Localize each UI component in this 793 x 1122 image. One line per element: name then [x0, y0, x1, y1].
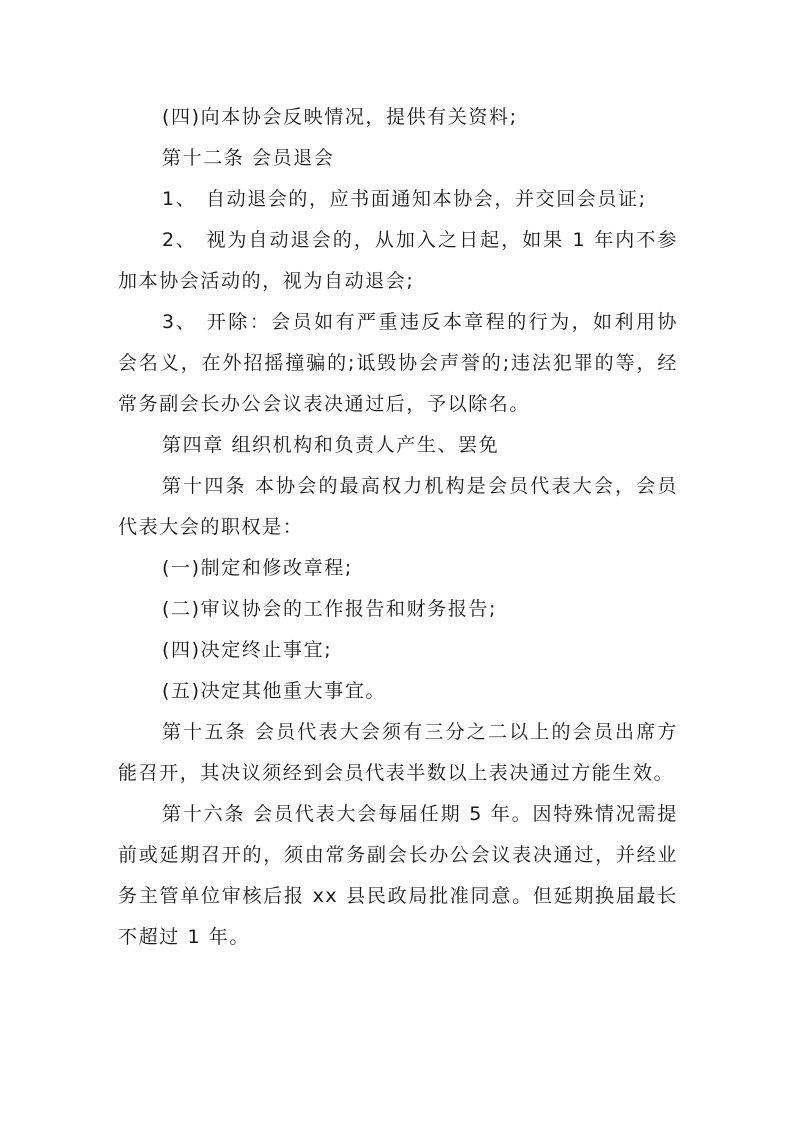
- numbered-item: [118, 302, 678, 425]
- list-item: (五)决定其他重大事宜。: [162, 680, 387, 702]
- item-number: 1、: [162, 188, 197, 210]
- item-text: 开除：会员如有严重违反本章程的行为，如利用协会名义，在外招摇撞骗的;诋毁协会声誉的;违法犯罪的等，经常务副会长办公会议表决通过后，予以除名。: [118, 311, 678, 415]
- document-body: [118, 97, 678, 958]
- paragraph: 第十五条 会员代表大会须有三分之二以上的会员出席方能召开，其决议须经到会员代表半数以上表决通过方能生效。: [118, 721, 678, 784]
- paragraph: 第十六条 会员代表大会每届任期 5 年。因特殊情况需提前或延期召开的，须由常务副会长办公会议表决通过，并经业务主管单位审核后报 xx 县民政局批准同意。但延期换届最长不超过 1 年。: [118, 803, 678, 948]
- article-heading: 第十二条 会员退会: [162, 147, 335, 169]
- list-item: (四)决定终止事宜;: [162, 639, 333, 661]
- paragraph: 第十四条 本协会的最高权力机构是会员代表大会，会员代表大会的职权是：: [118, 475, 678, 538]
- item-number: 3、: [162, 311, 197, 333]
- numbered-item: [118, 220, 678, 302]
- paragraph: (四)向本协会反映情况，提供有关资料;: [162, 106, 518, 128]
- list-item: (二)审议协会的工作报告和财务报告;: [162, 598, 498, 620]
- item-number: 2、: [162, 229, 197, 251]
- item-text: 视为自动退会的，从加入之日起，如果 1 年内不参加本协会活动的，视为自动退会;: [118, 229, 678, 292]
- chapter-heading: 第四章 组织机构和负责人产生、罢免: [162, 434, 500, 456]
- numbered-item: [118, 179, 678, 220]
- list-item: (一)制定和修改章程;: [162, 557, 353, 579]
- item-text: 自动退会的，应书面通知本协会，并交回会员证;: [206, 188, 647, 210]
